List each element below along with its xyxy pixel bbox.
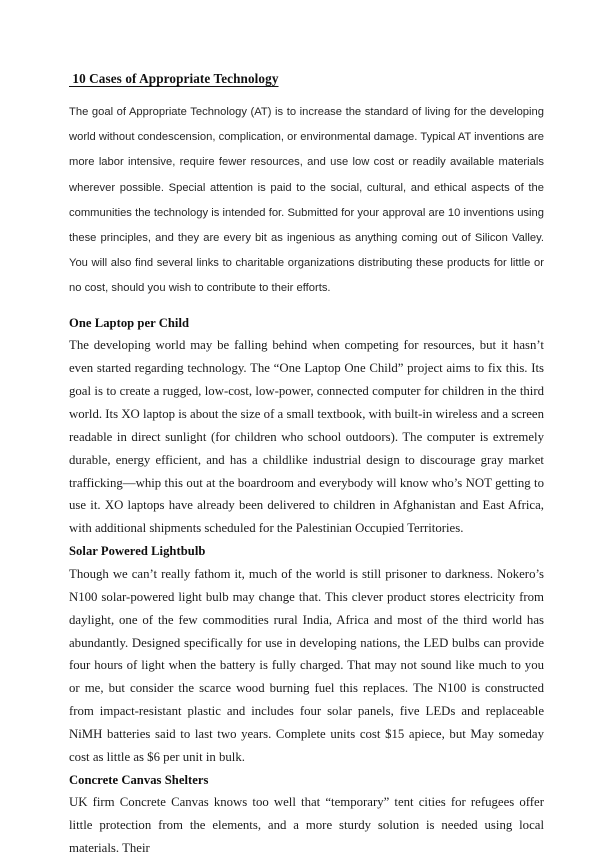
section-body-concrete-canvas-shelters: UK firm Concrete Canvas knows too well that “temporary” tent cities for refugees offer little protection from the elements, and a more sturdy solution is needed using local materials. Their	[69, 795, 544, 856]
section-heading-solar-powered-lightbulb: Solar Powered Lightbulb	[69, 544, 206, 559]
section-body-solar-powered-lightbulb: Though we can’t really fathom it, much of the world is still prisoner to darkness. Nokero’s N100 solar-powered light bulb may change that. This clever product stores electricity from daylight, one of the few commodities rural India, Africa and most of the third world has abundantly. Designed specifically for use in developing nations, the LED bulbs can provide four hours of light when the battery is fully charged. That may not sound like much to you or me, but consider the scarce wood burning fuel this replaces. The N100 is constructed from impact-resistant plastic and includes four solar panels, five LEDs and replaceable NiMH batteries said to last two years. Complete units cost $15 apiece, but May someday cost as little as $6 per unit in bulk.	[69, 566, 544, 765]
section-heading-concrete-canvas-shelters: Concrete Canvas Shelters	[69, 772, 209, 787]
section-concrete-canvas-shelters	[69, 769, 544, 860]
section-body-one-laptop-per-child: The developing world may be falling behind when competing for resources, but it hasn’t even started regarding technology. The “One Laptop One Child” project aims to fix this. Its goal is to create a rugged, low-cost, low-power, connected computer for children in the third world. Its XO laptop is about the size of a small textbook, with built-in wireless and a screen readable in direct sunlight (for children who school outdoors). The computer is extremely durable, energy efficient, and has a childlike industrial design to discourage gray market trafficking—whip this out at the boardroom and everybody will know who’s NOT getting to use it. XO laptops have already been delivered to children in Afghanistan and East Africa, with additional shipments scheduled for the Palestinian Occupied Territories.	[69, 338, 544, 536]
section-one-laptop-per-child	[69, 312, 544, 541]
section-heading-one-laptop-per-child: One Laptop per Child	[69, 315, 190, 330]
page-title	[69, 69, 544, 89]
intro-paragraph: The goal of Appropriate Technology (AT) is to increase the standard of living for the developing world without condescension, complication, or environmental damage. Typical AT inventions are more labor intensive, require fewer resources, and use low cost or readily available materials wherever possible. Special attention is paid to the social, cultural, and ethical aspects of the communities the technology is intended for. Submitted for your approval are 10 inventions using these principles, and they are every bit as ingenious as anything coming out of Silicon Valley. You will also find several links to charitable organizations distributing these products for little or no cost, should you wish to contribute to their efforts.	[69, 106, 544, 295]
section-solar-powered-lightbulb	[69, 540, 544, 769]
page-title-text: 10 Cases of Appropriate Technology	[69, 71, 279, 86]
